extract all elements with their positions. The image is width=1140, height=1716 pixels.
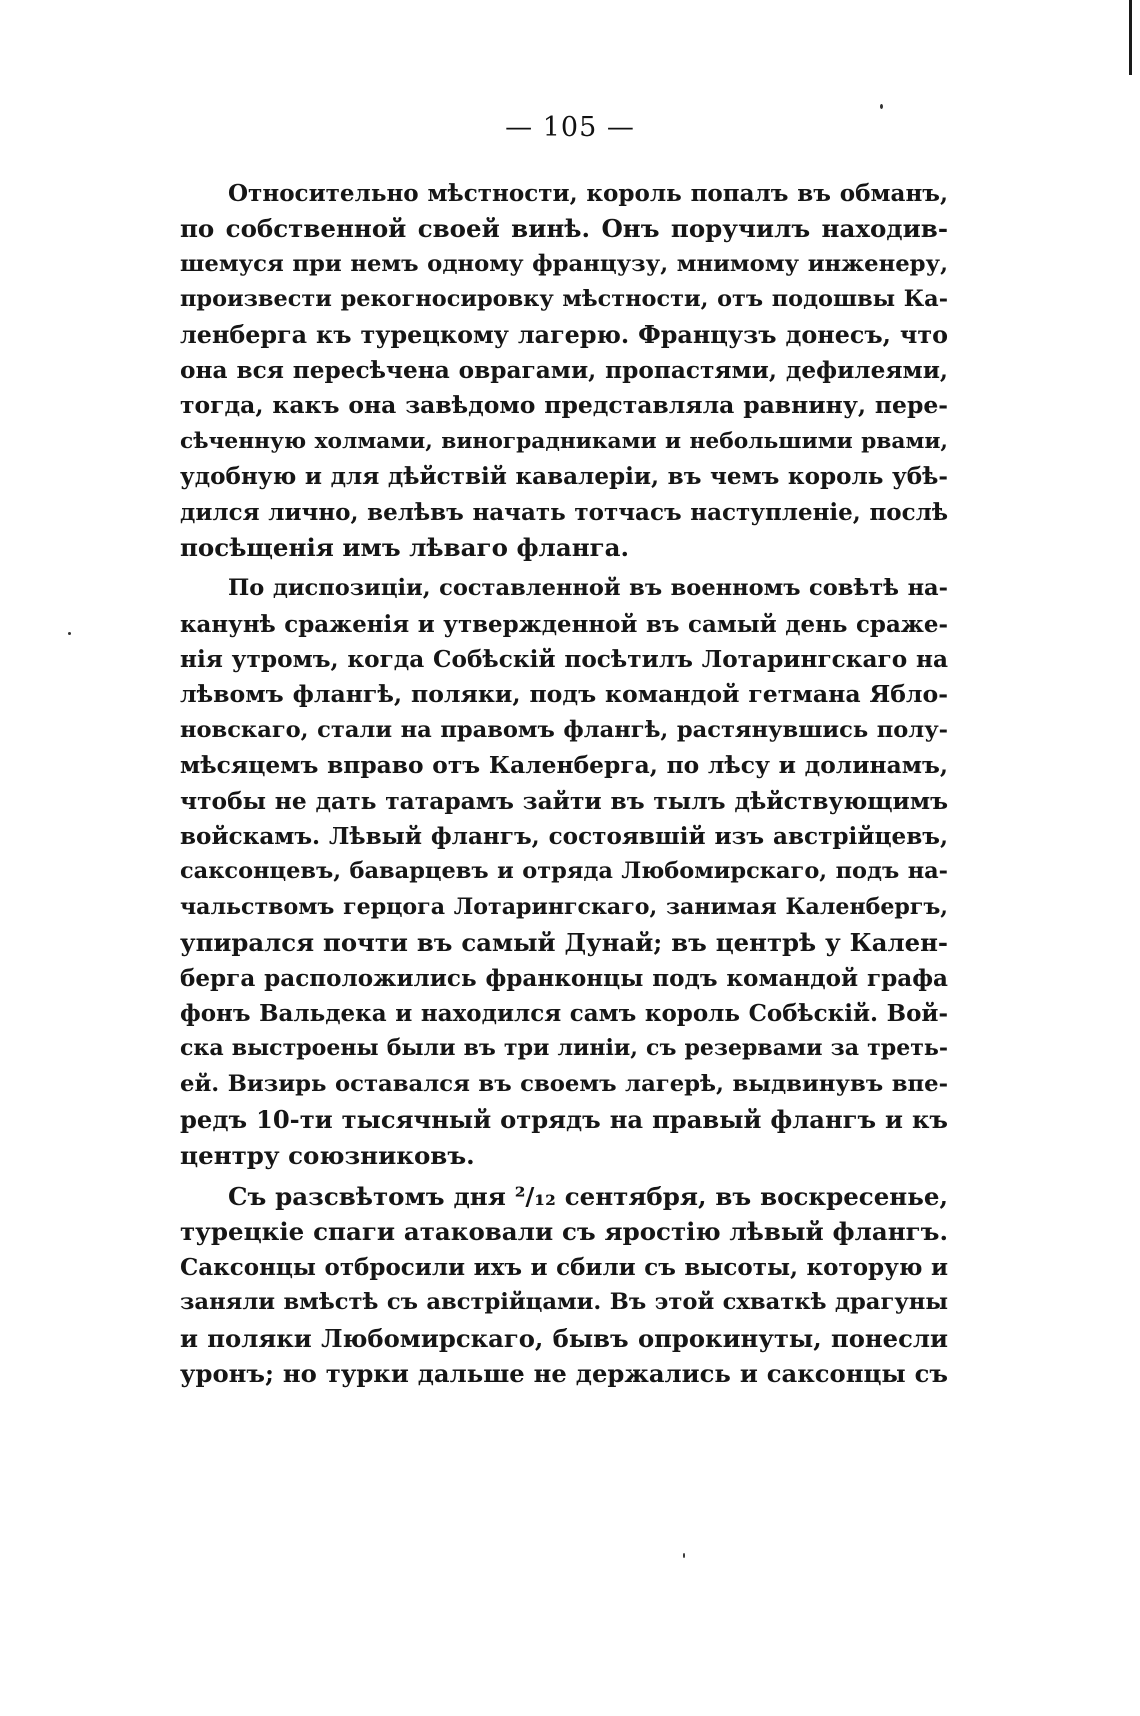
- text-line: ска выстроены были въ три линіи, съ резервами за треть-: [180, 1035, 948, 1062]
- paragraph-2: [180, 571, 948, 1173]
- page-number: — 105 —: [505, 112, 635, 143]
- text-line: лѣвомъ флангѣ, поляки, подъ командой гетмана Ябло-: [180, 680, 948, 709]
- text-line: Съ разсвѣтомъ дня ²/₁₂ сентября, въ воскресенье,: [228, 1181, 948, 1211]
- scan-speck: [68, 632, 71, 635]
- text-line: шемуся при немъ одному французу, мнимому инженеру,: [180, 250, 948, 277]
- text-line: удобную и для дѣйствій кавалеріи, въ чемъ король убѣ-: [180, 463, 948, 491]
- scan-speck: [683, 1553, 685, 1558]
- text-line: дился лично, велѣвъ начать тотчасъ наступленіе, послѣ: [180, 498, 948, 526]
- scan-speck: [880, 104, 883, 109]
- text-line: уронъ; но турки дальше не держались и саксонцы съ: [180, 1358, 948, 1388]
- text-line: Относительно мѣстности, король попалъ въ обманъ,: [228, 180, 948, 207]
- text-line: турецкіе спаги атаковали съ яростію лѣвый флангъ.: [180, 1217, 948, 1247]
- text-line: сѣченную холмами, виноградниками и небольшими рвами,: [180, 428, 948, 454]
- text-line: тогда, какъ она завѣдомо представляла равнину, пере-: [180, 391, 948, 420]
- text-line: берга расположились франконцы подъ командой графа: [180, 964, 948, 992]
- text-line: саксонцевъ, баварцевъ и отряда Любомирскаго, подъ на-: [180, 858, 948, 885]
- text-line: ей. Визирь оставался въ своемъ лагерѣ, выдвинувъ впе-: [180, 1070, 948, 1097]
- text-line: редъ 10-ти тысячный отрядъ на правый флангъ и къ: [180, 1105, 948, 1135]
- text-line: мѣсяцемъ вправо отъ Каленберга, по лѣсу и долинамъ,: [180, 751, 948, 780]
- text-line: чальствомъ герцога Лотарингскаго, занимая Каленбергъ,: [180, 893, 948, 920]
- text-line: чтобы не дать татарамъ зайти въ тылъ дѣйствующимъ: [180, 786, 948, 815]
- paragraph-3: [180, 1179, 948, 1391]
- text-line: она вся пересѣчена оврагами, пропастями, дефилеями,: [180, 356, 948, 384]
- text-line: ленберга къ турецкому лагерю. Французъ донесъ, что: [180, 320, 948, 349]
- page-edge-mark: [1129, 0, 1132, 75]
- text-line: и поляки Любомирскаго, бывъ опрокинуты, понесли: [180, 1323, 948, 1353]
- body-text: [180, 176, 948, 1391]
- paragraph-1: [180, 176, 948, 565]
- text-line: фонъ Вальдека и находился самъ король Собѣскій. Вой-: [180, 999, 948, 1027]
- text-line: заняли вмѣстѣ съ австрійцами. Въ этой схваткѣ драгуны: [180, 1289, 948, 1316]
- text-line: Саксонцы отбросили ихъ и сбили съ высоты, которую и: [180, 1253, 948, 1281]
- text-line: нія утромъ, когда Собѣскій посѣтилъ Лотарингскаго на: [180, 646, 948, 674]
- text-line: упирался почти въ самый Дунай; въ центрѣ у Кален-: [180, 928, 948, 958]
- text-line: произвести рекогносировку мѣстности, отъ подошвы Ка-: [180, 286, 948, 313]
- text-line: по собственной своей винѣ. Онъ поручилъ находив-: [180, 214, 948, 244]
- text-line: войскамъ. Лѣвый флангъ, состоявшій изъ австрійцевъ,: [180, 823, 948, 851]
- text-line: канунѣ сраженія и утвержденной въ самый день сраже-: [180, 610, 948, 638]
- text-line: новскаго, стали на правомъ флангѣ, растянувшись полу-: [180, 716, 948, 743]
- text-line: По диспозиціи, составленной въ военномъ совѣтѣ на-: [228, 575, 948, 602]
- text-line: центру союзниковъ.: [180, 1140, 475, 1170]
- text-line: посѣщенія имъ лѣваго фланга.: [180, 532, 630, 562]
